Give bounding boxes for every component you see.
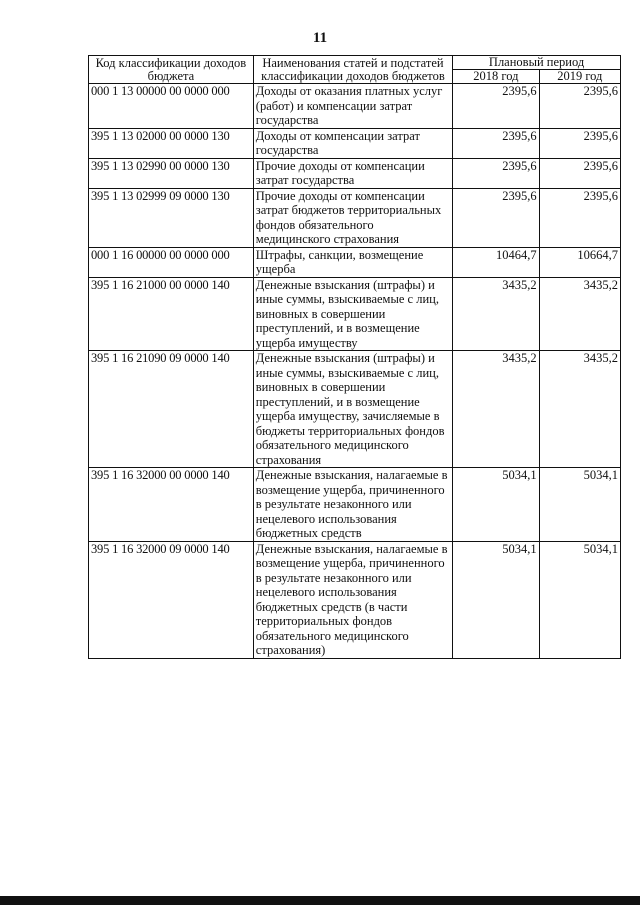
row-value-2018: 5034,1 bbox=[453, 541, 539, 658]
row-value-2019: 2395,6 bbox=[539, 188, 620, 247]
row-value-2018: 2395,6 bbox=[453, 158, 539, 188]
row-value-2019: 10664,7 bbox=[539, 247, 620, 277]
table-row bbox=[89, 351, 621, 468]
row-name: Прочие доходы от компенсации затрат бюджетов территориальных фондов обязательного медицинского страхования bbox=[253, 188, 452, 247]
row-code: 395 1 16 21090 09 0000 140 bbox=[89, 351, 254, 468]
row-code: 000 1 13 00000 00 0000 000 bbox=[89, 84, 254, 129]
row-value-2018: 3435,2 bbox=[453, 277, 539, 351]
row-code: 000 1 16 00000 00 0000 000 bbox=[89, 247, 254, 277]
row-code: 395 1 13 02999 09 0000 130 bbox=[89, 188, 254, 247]
header-code: Код классификации доходов бюджета bbox=[89, 56, 254, 84]
header-year-2019: 2019 год bbox=[539, 70, 620, 84]
page-number: 11 bbox=[312, 30, 328, 46]
row-value-2019: 3435,2 bbox=[539, 351, 620, 468]
header-year-2018: 2018 год bbox=[453, 70, 539, 84]
table-header-row bbox=[89, 56, 621, 70]
row-value-2018: 3435,2 bbox=[453, 351, 539, 468]
table-body bbox=[89, 84, 621, 659]
row-value-2019: 5034,1 bbox=[539, 541, 620, 658]
table-row bbox=[89, 468, 621, 542]
header-planning-period: Плановый период bbox=[453, 56, 621, 70]
row-name: Денежные взыскания (штрафы) и иные суммы, взыскиваемые с лиц, виновных в совершении преступлений, и в возмещение ущерба имуществу, зачисляемые в бюджеты территориальных фондов обязательного медицинского страхования bbox=[253, 351, 452, 468]
row-value-2019: 3435,2 bbox=[539, 277, 620, 351]
row-value-2019: 2395,6 bbox=[539, 84, 620, 129]
row-value-2018: 5034,1 bbox=[453, 468, 539, 542]
row-name: Доходы от оказания платных услуг (работ) и компенсации затрат государства bbox=[253, 84, 452, 129]
table-row bbox=[89, 84, 621, 129]
row-code: 395 1 13 02000 00 0000 130 bbox=[89, 128, 254, 158]
row-name: Денежные взыскания (штрафы) и иные суммы, взыскиваемые с лиц, виновных в совершении преступлений, и в возмещение ущерба имуществу bbox=[253, 277, 452, 351]
scan-border-strip bbox=[0, 896, 640, 905]
table-row bbox=[89, 188, 621, 247]
table-row bbox=[89, 247, 621, 277]
row-name: Прочие доходы от компенсации затрат государства bbox=[253, 158, 452, 188]
row-name: Денежные взыскания, налагаемые в возмещение ущерба, причиненного в результате незаконного или нецелевого использования бюджетных средств bbox=[253, 468, 452, 542]
row-code: 395 1 13 02990 00 0000 130 bbox=[89, 158, 254, 188]
budget-revenue-table bbox=[88, 55, 621, 659]
row-value-2019: 5034,1 bbox=[539, 468, 620, 542]
row-name: Доходы от компенсации затрат государства bbox=[253, 128, 452, 158]
table-row bbox=[89, 541, 621, 658]
row-value-2019: 2395,6 bbox=[539, 128, 620, 158]
header-name: Наименования статей и подстатей классификации доходов бюджетов bbox=[253, 56, 452, 84]
table-row bbox=[89, 158, 621, 188]
row-code: 395 1 16 21000 00 0000 140 bbox=[89, 277, 254, 351]
row-code: 395 1 16 32000 00 0000 140 bbox=[89, 468, 254, 542]
row-code: 395 1 16 32000 09 0000 140 bbox=[89, 541, 254, 658]
row-value-2018: 10464,7 bbox=[453, 247, 539, 277]
row-name: Денежные взыскания, налагаемые в возмещение ущерба, причиненного в результате незаконного или нецелевого использования бюджетных средств (в части территориальных фондов обязательного медицинского страхования) bbox=[253, 541, 452, 658]
row-value-2018: 2395,6 bbox=[453, 188, 539, 247]
row-value-2019: 2395,6 bbox=[539, 158, 620, 188]
row-value-2018: 2395,6 bbox=[453, 128, 539, 158]
row-name: Штрафы, санкции, возмещение ущерба bbox=[253, 247, 452, 277]
row-value-2018: 2395,6 bbox=[453, 84, 539, 129]
table-row bbox=[89, 128, 621, 158]
table-row bbox=[89, 277, 621, 351]
